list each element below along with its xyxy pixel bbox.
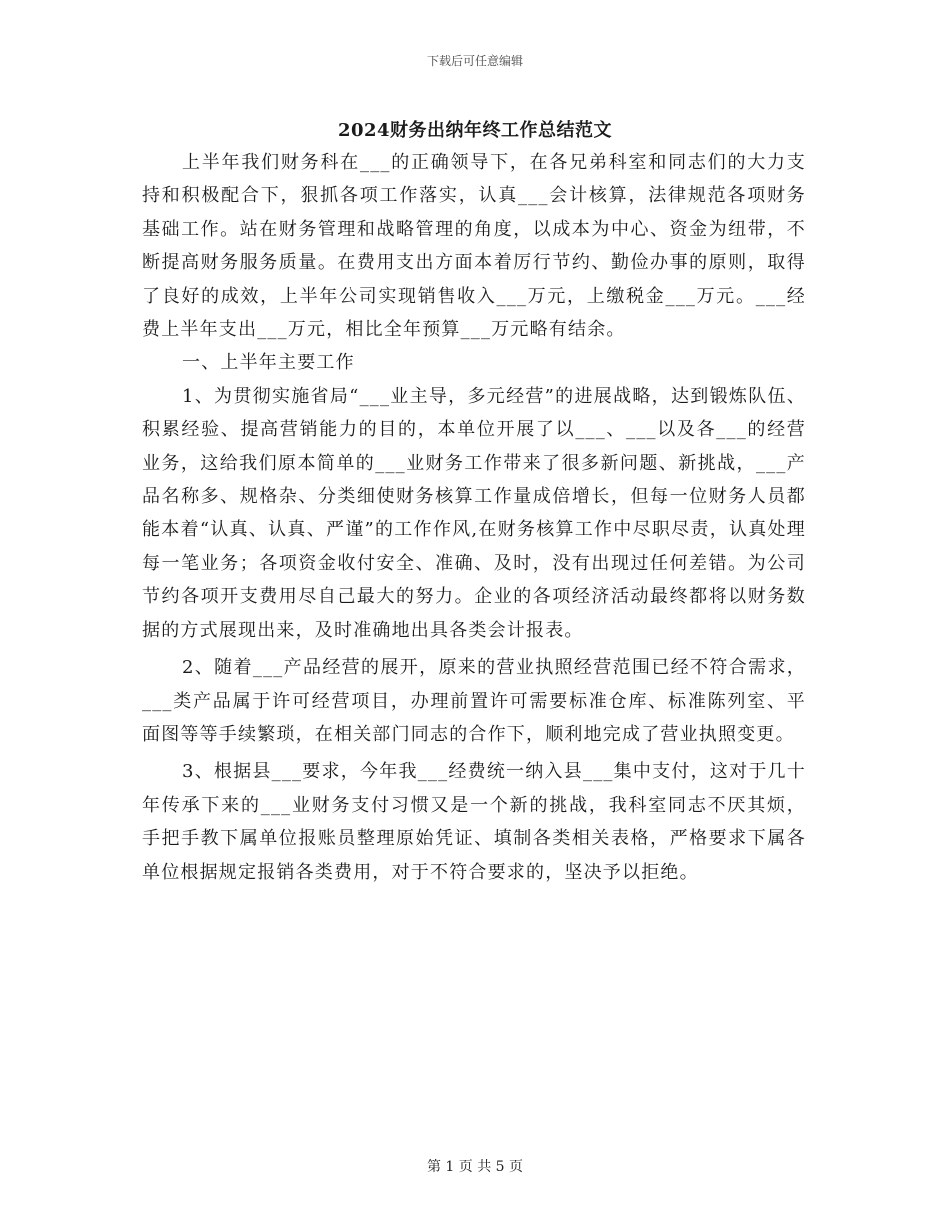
paragraph-item-3: 3、根据县___要求，今年我___经费统一纳入县___集中支付，这对于几十年传承下来的___业财务支付习惯又是一个新的挑战，我科室同志不厌其烦，手把手教下属单位报账员整理原始凭证、填制各类相关表格，严格要求下属各单位根据规定报销各类费用，对于不符合要求的，坚决予以拒绝。 — [142, 761, 806, 883]
paragraph-intro: 上半年我们财务科在___的正确领导下，在各兄弟科室和同志们的大力支持和积极配合下，狠抓各项工作落实，认真___会计核算，法律规范各项财务基础工作。站在财务管理和战略管理的角度，以成本为中心、资金为纽带，不断提高财务服务质量。在费用支出方面本着厉行节约、勤俭办事的原则，取得了良好的成效，上半年公司实现销售收入___万元，上缴税金___万元。___经费上半年支出___万元，相比全年预算___万元略有结余。 — [142, 152, 806, 341]
document-title: 2024财务出纳年终工作总结范文 — [337, 120, 613, 141]
page-number: 第 1 页 共 5 页 — [426, 1159, 524, 1175]
paragraph-item-2: 2、随着___产品经营的展开，原来的营业执照经营范围已经不符合需求，___类产品属于许可经营项目，办理前置许可需要标准仓库、标准陈列室、平面图等等手续繁琐，在相关部门同志的合作下，顺利地完成了营业执照变更。 — [142, 657, 806, 745]
page-header-note: 下载后可任意编辑 — [426, 54, 523, 68]
section-heading-main-work: 一、上半年主要工作 — [182, 352, 355, 374]
paragraph-item-1: 1、为贯彻实施省局“___业主导，多元经营”的进展战略，达到锻炼队伍、积累经验、提高营销能力的目的，本单位开展了以___、___以及各___的经营业务，这给我们原本简单的___业财务工作带来了很多新问题、新挑战，___产品名称多、规格杂、分类细使财务核算工作量成倍增长，但每一位财务人员都能本着“认真、认真、严谨”的工作作风,在财务核算工作中尽职尽责，认真处理每一笔业务；各项资金收付安全、准确、及时，没有出现过任何差错。为公司节约各项开支费用尽自己最大的努力。企业的各项经济活动最终都将以财务数据的方式展现出来，及时准确地出具各类会计报表。 — [142, 385, 806, 641]
document-body — [142, 146, 806, 889]
